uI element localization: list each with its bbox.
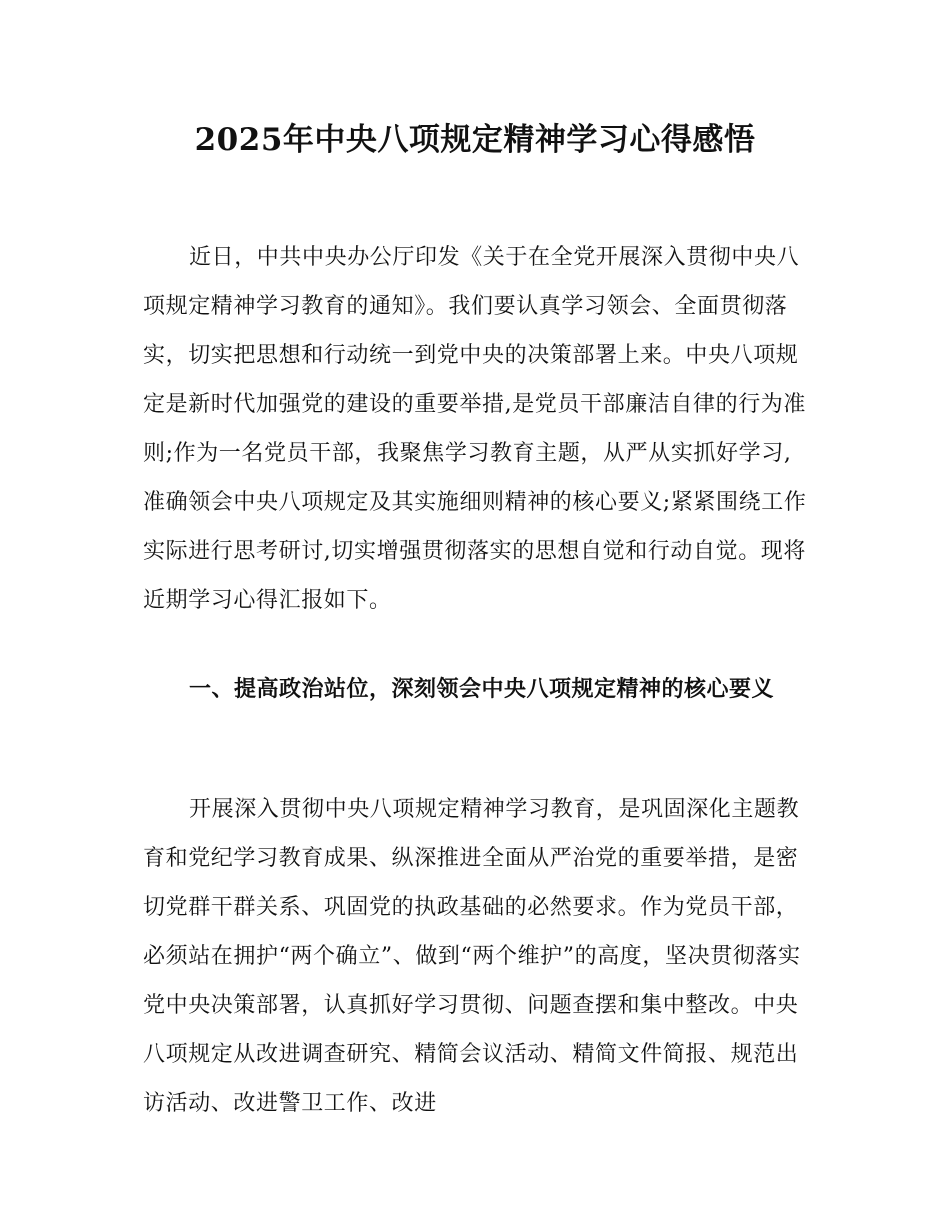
intro-paragraph: 近日，中共中央办公厅印发《关于在全党开展深入贯彻中央八项规定精神学习教育的通知》。我们要认真学习领会、全面贯彻落实，切实把思想和行动统一到党中央的决策部署上来。中央八项规定是新时代加强党的建设的重要举措,是党员干部廉洁自律的行为准则;作为一名党员干部，我聚焦学习教育主题，从严从实抓好学习,准确领会中央八项规定及其实施细则精神的核心要义;紧紧围绕工作实际进行思考研讨,切实增强贯彻落实的思想自觉和行动自觉。现将近期学习心得汇报如下。 xyxy=(143,245,807,613)
section-paragraph: 开展深入贯彻中央八项规定精神学习教育，是巩固深化主题教育和党纪学习教育成果、纵深推进全面从严治党的重要举措，是密切党群干群关系、巩固党的执政基础的必然要求。作为党员干部，必须站在拥护“两个确立”、做到“两个维护”的高度，坚决贯彻落实党中央决策部署，认真抓好学习贯彻、问题查摆和集中整改。中央八项规定从改进调查研究、精简会议活动、精简文件简报、规范出访活动、改进警卫工作、改进 xyxy=(143,797,801,1116)
document-title: 2025年中央八项规定精神学习心得感悟 xyxy=(194,122,756,158)
section-heading: 一、提高政治站位，深刻领会中央八项规定精神的核心要义 xyxy=(189,677,775,702)
